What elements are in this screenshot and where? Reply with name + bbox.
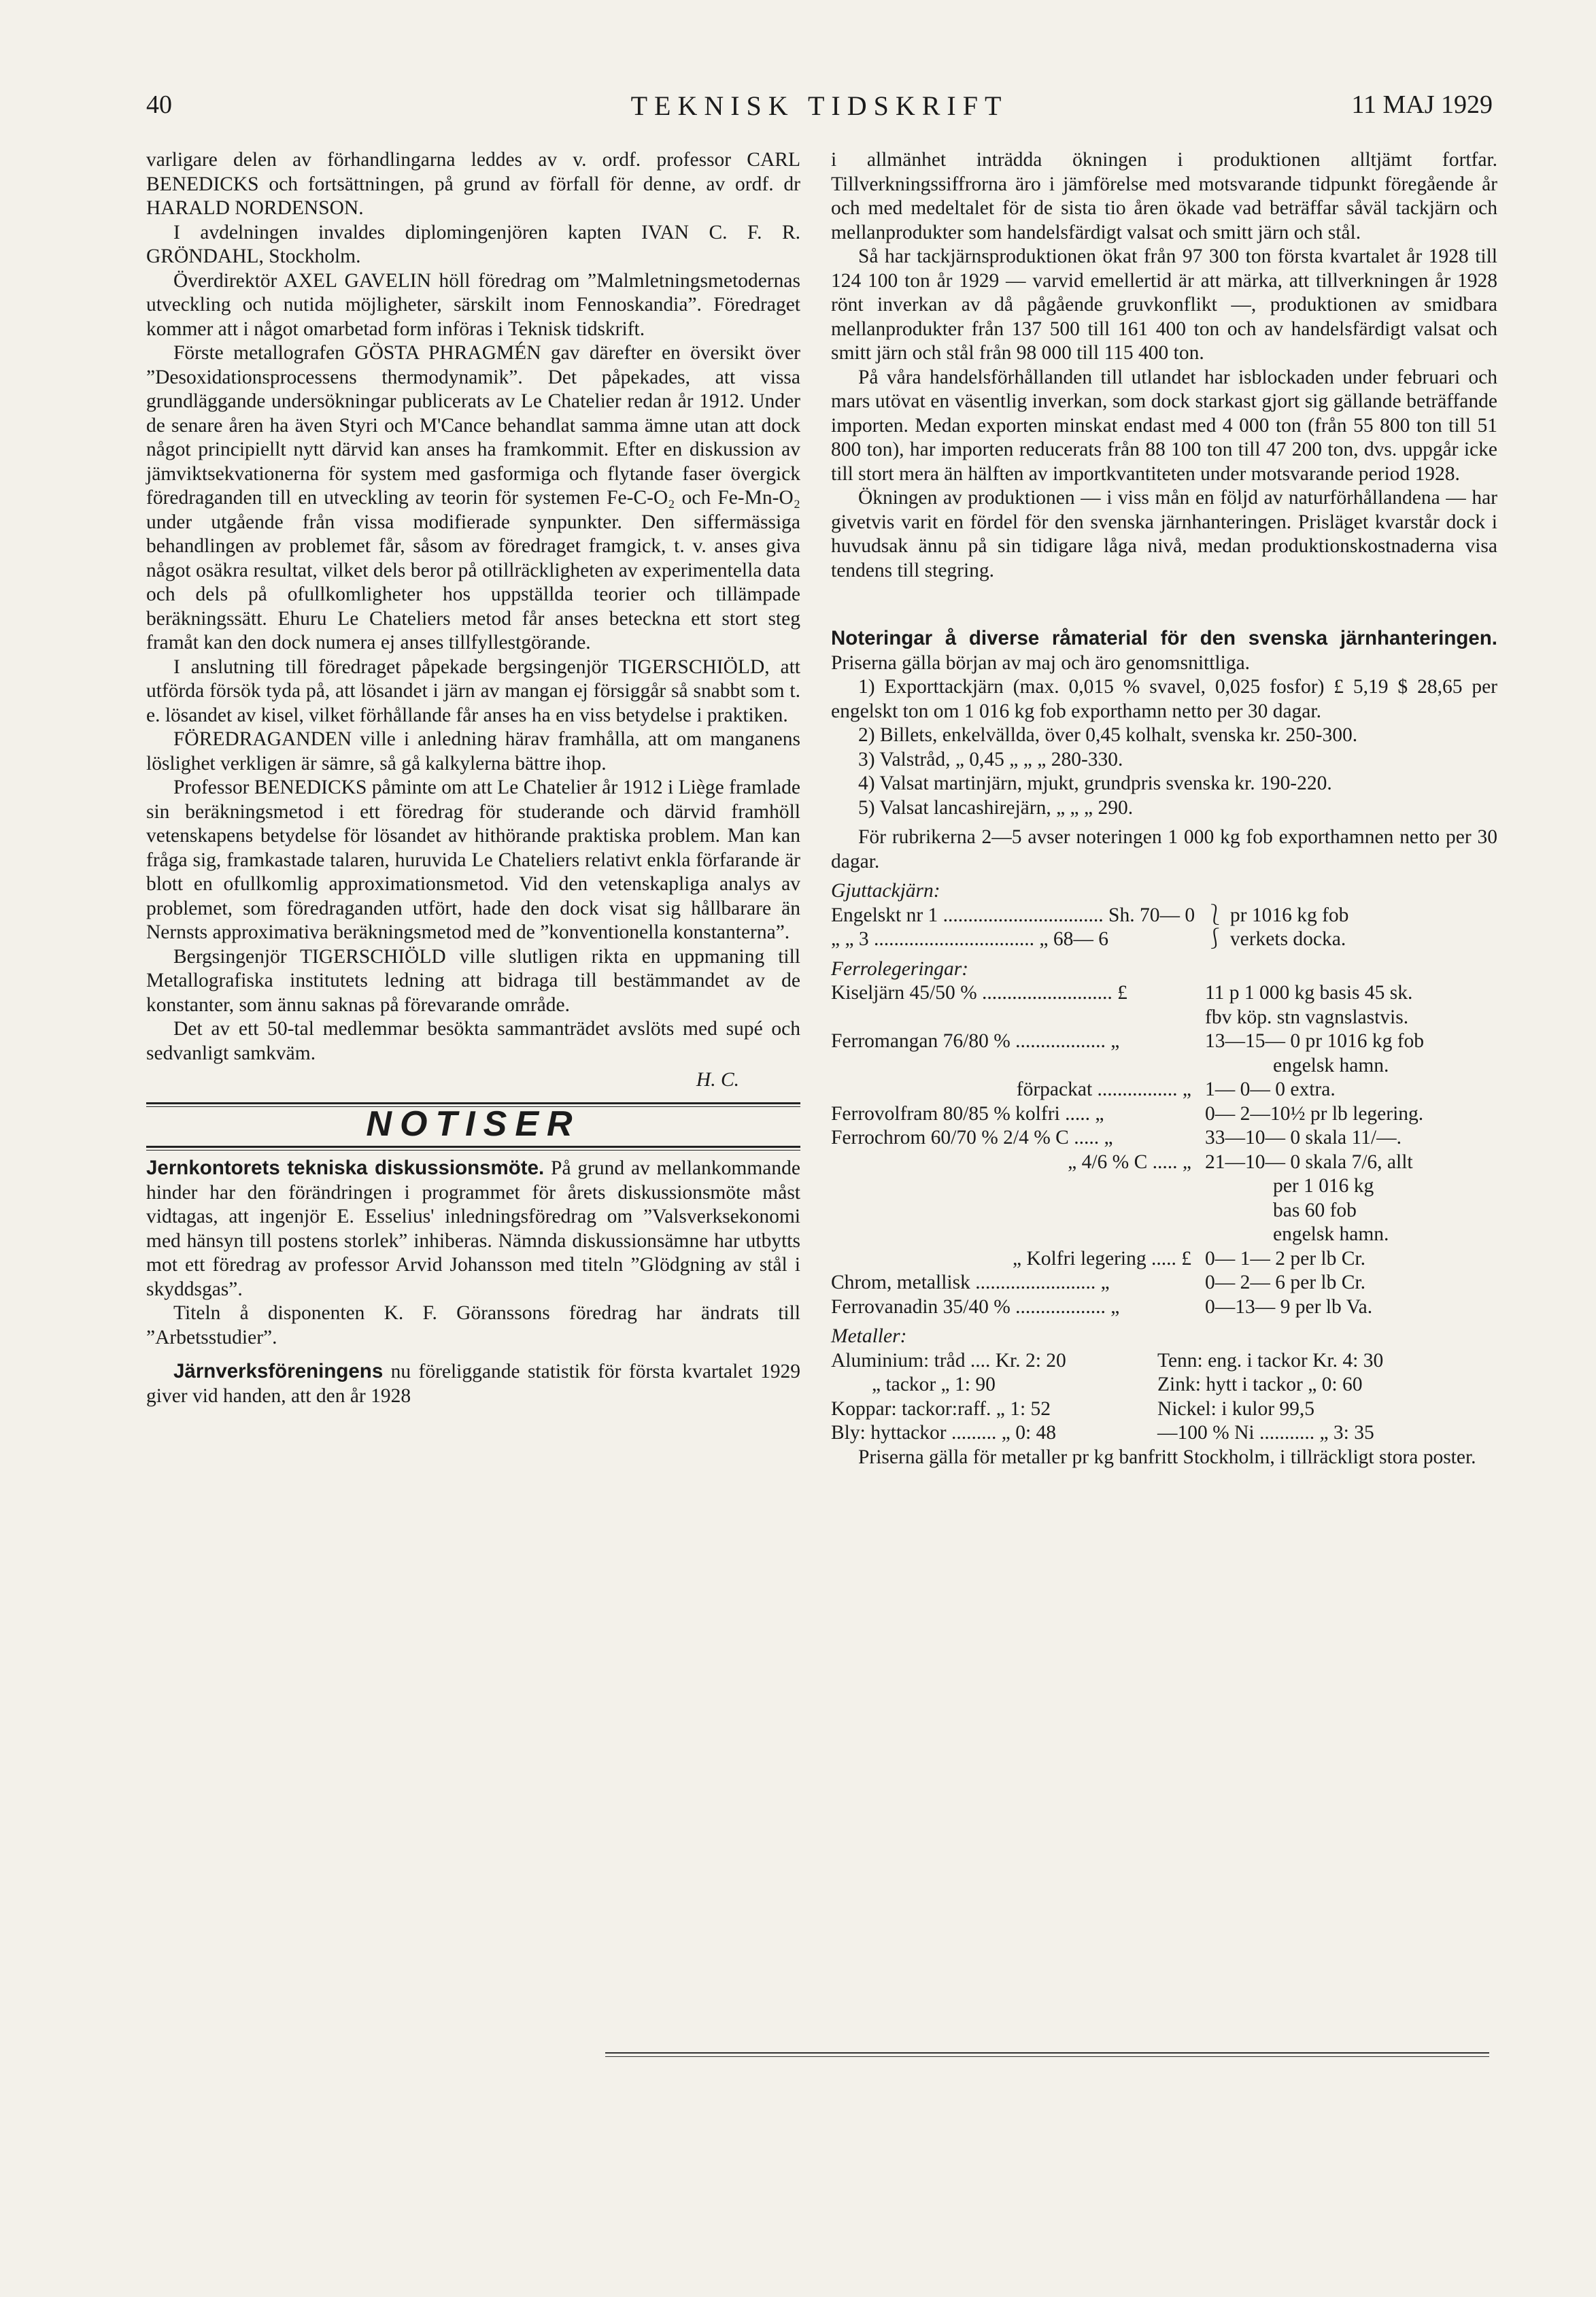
metal-row: [831, 1421, 1497, 1446]
metal-row: [831, 1349, 1497, 1374]
price-value: fbv köp. stn vagnslastvis.: [1205, 1006, 1409, 1028]
price-row: [831, 1054, 1497, 1078]
price-value: 0— 1— 2 per lb Cr.: [1205, 1247, 1365, 1270]
paragraph: i allmänhet inträdda ökningen i produktionen alltjämt fortfar. Tillverkningssiffrorna äro i jämförelse med motsvarande tidpunkt föregående år och med medeltalet för de sista tio åren ökade vad beträffar såväl tackjärn och mellanprodukter som handelsfärdigt valsat och smitt järn och stål.: [831, 149, 1497, 243]
page-header: [146, 90, 1493, 131]
price-value: ⎰ verkets docka.: [1205, 928, 1346, 950]
price-value: bas 60 fob: [1273, 1199, 1357, 1221]
paragraph: Så har tackjärnsproduktionen ökat från 97 300 ton första kvartalet år 1928 till 124 100 ton år 1929 — varvid emellertid är att märka, att tillverkningen år 1928 rönt inverkan av då pågående gruvkonflikt —, produktionen av smidbara mellanprodukter från 137 500 till 161 400 ton och av handelsfärdigt valsat och smitt järn och stål från 98 000 till 115 400 ton.: [831, 245, 1497, 364]
quotation-item: 1) Exporttackjärn (max. 0,015 % svavel, 0,025 fosfor) £ 5,19 $ 28,65 per engelskt ton om 1 016 kg fob exporthamn netto per 30 dagar.: [831, 676, 1497, 722]
spacer: [831, 583, 1497, 626]
bottom-rule: [605, 2052, 1489, 2057]
metal-price: —100 % Ni ........... „ 3: 35: [1157, 1422, 1374, 1444]
quotation-item: 3) Valstråd, „ 0,45 „ „ „ 280-330.: [858, 748, 1123, 770]
paragraph: varligare delen av förhandlingarna leddes av v. ordf. professor CARL BENEDICKS och fortsättningen, på grund av förfall för denne, av ordf. dr HARALD NORDENSON.: [146, 149, 800, 219]
price-row: [831, 1271, 1497, 1295]
price-row: [831, 1030, 1497, 1054]
price-item: „ „ 3 ................................ „ 68— 6: [831, 928, 1109, 950]
price-item: „ Kolfri legering ..... £: [1013, 1247, 1191, 1270]
subheading-gjuttackjarn: Gjuttackjärn:: [831, 880, 940, 902]
price-row: [831, 1151, 1497, 1175]
paragraph: På våra handelsförhållanden till utlandet har isblockaden under februari och mars utövat en väsentlig inverkan, som dock starkast gjort sig gällande beträffande importen. Medan exporten minskat endast med 4 000 ton (från 55 800 ton till 51 800 ton), har importen reducerats från 88 100 ton till 47 200 ton, dvs. uppgår icke till stort mera än hälften av importkvantiteten under motsvarande period 1928.: [831, 366, 1497, 485]
right-column: [831, 148, 1497, 1469]
price-item: Kiseljärn 45/50 % .......................... £: [831, 982, 1127, 1004]
metal-row: [831, 1397, 1497, 1422]
quotations-title: Noteringar å diverse råmaterial för den svenska järnhanteringen.: [831, 627, 1497, 649]
price-row: [831, 1223, 1497, 1247]
notice-title: Jernkontorets tekniska diskussionsmöte.: [146, 1157, 545, 1179]
price-value: 11 p 1 000 kg basis 45 sk.: [1205, 982, 1413, 1004]
paragraph: FÖREDRAGANDEN ville i anledning härav framhålla, att om manganens löslighet verkligen är sämre, så gå kalkylerna bättre ihop.: [146, 728, 800, 775]
metal-price: „ tackor „ 1: 90: [872, 1374, 996, 1395]
section-rule: [146, 1146, 800, 1151]
price-value: engelsk hamn.: [1273, 1223, 1389, 1245]
subheading-metaller: Metaller:: [831, 1325, 907, 1347]
price-item: Ferrovolfram 80/85 % kolfri ..... „: [831, 1102, 1104, 1125]
journal-title: TEKNISK TIDSKRIFT: [630, 90, 1008, 121]
price-row: [831, 1199, 1497, 1223]
price-item: Ferrochrom 60/70 % 2/4 % C ..... „: [831, 1127, 1113, 1148]
price-value: 0— 2— 6 per lb Cr.: [1205, 1272, 1365, 1293]
notice-paragraph: [146, 1156, 800, 1301]
left-column: [146, 148, 800, 1408]
quotation-item: 4) Valsat martinjärn, mjukt, grundpris svenska kr. 190-220.: [858, 772, 1332, 794]
price-item: förpackat ................ „: [1016, 1078, 1191, 1100]
section-heading-notiser: NOTISER: [366, 1104, 581, 1144]
notice-text: På grund av mellankommande hinder har den förändringen i programmet för årets diskussionsmöte måst vidtagas, att ingenjör E. Esselius' inledningsföredrag om ”Valsverksekonomi med hänsyn till postens storlek” inhiberas. Nämnda diskussionsämne har utbytts mot ett föredrag av professor Arvid Johansson med titeln ”Glödgning av stål i skyddsgas”.: [146, 1157, 800, 1300]
paragraph: Ökningen av produktionen — i viss mån en följd av naturförhållandena — har givetvis varit en fördel för den svenska järnhanteringen. Prisläget kvarstår dock i huvudsak ännu på sin tidigare låga nivå, medan produktionskostnaderna visa tendens till stegring.: [831, 487, 1497, 581]
metal-row: [831, 1373, 1497, 1397]
price-item: „ 4/6 % C ..... „: [1068, 1151, 1191, 1173]
quotation-item: 2) Billets, enkelvällda, över 0,45 kolhalt, svenska kr. 250-300.: [858, 724, 1358, 746]
price-row: [831, 928, 1497, 952]
price-item: Ferrovanadin 35/40 % .................. „: [831, 1295, 1120, 1318]
price-row: [831, 1078, 1497, 1102]
price-value: 33—10— 0 skala 11/—.: [1205, 1127, 1402, 1148]
price-item: Chrom, metallisk ........................ „: [831, 1272, 1110, 1293]
page-number: 40: [146, 90, 172, 119]
quotations-intro-text: Priserna gälla början av maj och äro genomsnittliga.: [831, 651, 1251, 674]
price-item: Engelskt nr 1 ................................ Sh. 70— 0: [831, 904, 1195, 926]
metal-price: Aluminium: tråd .... Kr. 2: 20: [831, 1349, 1066, 1372]
price-row: [831, 1006, 1497, 1030]
price-value: 21—10— 0 skala 7/6, allt: [1205, 1151, 1413, 1173]
price-value: 1— 0— 0 extra.: [1205, 1078, 1336, 1100]
metal-price: Nickel: i kulor 99,5: [1157, 1397, 1315, 1420]
paragraph: Titeln å disponenten K. F. Göranssons föredrag har ändrats till ”Arbetsstudier”.: [146, 1302, 800, 1348]
price-value: 13—15— 0 pr 1016 kg fob: [1205, 1030, 1425, 1052]
price-row: [831, 1247, 1497, 1272]
metal-price: Koppar: tackor:raff. „ 1: 52: [831, 1397, 1051, 1420]
paragraph: I anslutning till föredraget påpekade bergsingenjör TIGERSCHIÖLD, att utförda försök tyda på, att lösandet i järn av mangan ej försiggår så snabbt som t. e. lösandet av kisel, vilket förhållande får anses ha en viss betydelse i praktiken.: [146, 656, 800, 726]
notice-text: nu föreliggande statistik för första kvartalet 1929 giver vid handen, att den år 1928: [146, 1361, 800, 1407]
notice-paragraph: [146, 1359, 800, 1408]
paragraph: Bergsingenjör TIGERSCHIÖLD ville slutligen rikta en uppmaning till Metallografiska institutets ledning att bidraga till bestämmandet av de konstanter, som ännu saknas på förevarande område.: [146, 945, 800, 1016]
price-item: Ferromangan 76/80 % .................. „: [831, 1030, 1120, 1052]
quotations-intro: [831, 626, 1497, 675]
price-value: ⎱ pr 1016 kg fob: [1205, 904, 1349, 926]
metal-note: Priserna gälla för metaller pr kg banfritt Stockholm, i tillräckligt stora poster.: [858, 1446, 1476, 1468]
price-row: [831, 1102, 1497, 1127]
price-row: [831, 904, 1497, 928]
price-row: [831, 1174, 1497, 1199]
price-value: engelsk hamn.: [1273, 1054, 1389, 1076]
paragraph: Professor BENEDICKS påminte om att Le Chatelier år 1912 i Liège framlade sin beräkningsmetod i ett föredrag för studerande och därvid framhöll vetenskapens betydelse för lösandet av hithörande praktiska problem. Man kan fråga sig, framkastade talaren, huruvida Le Chateliers relativt enkla förfarande är blott en ofullkomlig approximationsmetod. Vid den vetenskapliga analys av problemet, som föredraganden utfört, hade den dock visat sig hållbarare än Nernsts approximativa beräkningsmetod med de ”konventionella konstanterna”.: [146, 777, 800, 943]
price-row: [831, 1295, 1497, 1320]
metal-price: Tenn: eng. i tackor Kr. 4: 30: [1157, 1349, 1384, 1372]
price-value: 0—13— 9 per lb Va.: [1205, 1295, 1373, 1318]
price-value: 0— 2—10½ pr lb legering.: [1205, 1102, 1424, 1125]
paragraph: Förste metallografen GÖSTA PHRAGMÉN gav därefter en översikt över ”Desoxidationsprocessens thermodynamik”. Det påpekades, att vissa grundläggande undersökningar publicerats av Le Chatelier redan år 1912. Under de senare åren ha även Styri och M'Cance behandlat samma ämne utan att dock något principiellt nytt därvid kan anses ha framkommit. Efter en diskussion av jämviktsekvationerna för system med gasformiga och flytande faser övergick föredraganden till en utveckling av teorin för systemen Fe-C-O₂ och Fe-Mn-O₂ under utgående från vissa modifierade synpunkter. Den siffermässiga behandlingen av problemet får, såsom av föredraget framgick, t. v. anses giva något osäkra resultat, vilket dels beror på otillräckligheten av experimentella data och dels på ofullkomligheter hos uppställda teorier och tillämpade beräkningssätt. Ehuru Le Chateliers metod får anses beteckna ett stort steg framåt kan den dock numera ej anses tillfyllestgörande.: [146, 342, 800, 653]
issue-date: 11 MAJ 1929: [1351, 90, 1493, 119]
paragraph: Överdirektör AXEL GAVELIN höll föredrag om ”Malmletningsmetodernas utveckling och nutida möjligheter, särskilt inom Fennoskandia”. Föredraget kommer att i något omarbetad form införas i Teknisk tidskrift.: [146, 269, 800, 340]
subheading-ferrolegeringar: Ferrolegeringar:: [831, 957, 969, 980]
notice-title: Järnverksföreningens: [173, 1360, 384, 1382]
quotation-note: För rubrikerna 2—5 avser noteringen 1 000 kg fob exporthamnen netto per 30 dagar.: [831, 826, 1497, 872]
quotation-item: 5) Valsat lancashirejärn, „ „ „ 290.: [858, 796, 1134, 819]
signature: H. C.: [696, 1069, 739, 1091]
price-row: [831, 981, 1497, 1006]
paragraph: Det av ett 50-tal medlemmar besökta sammanträdet avslöts med supé och sedvanligt samkväm.: [146, 1018, 800, 1064]
price-value: per 1 016 kg: [1273, 1175, 1374, 1197]
metal-price: Bly: hyttackor ......... „ 0: 48: [831, 1422, 1057, 1444]
metal-price: Zink: hytt i tackor „ 0: 60: [1157, 1374, 1363, 1395]
paragraph: I avdelningen invaldes diplomingenjören kapten IVAN C. F. R. GRÖNDAHL, Stockholm.: [146, 221, 800, 267]
price-row: [831, 1126, 1497, 1151]
